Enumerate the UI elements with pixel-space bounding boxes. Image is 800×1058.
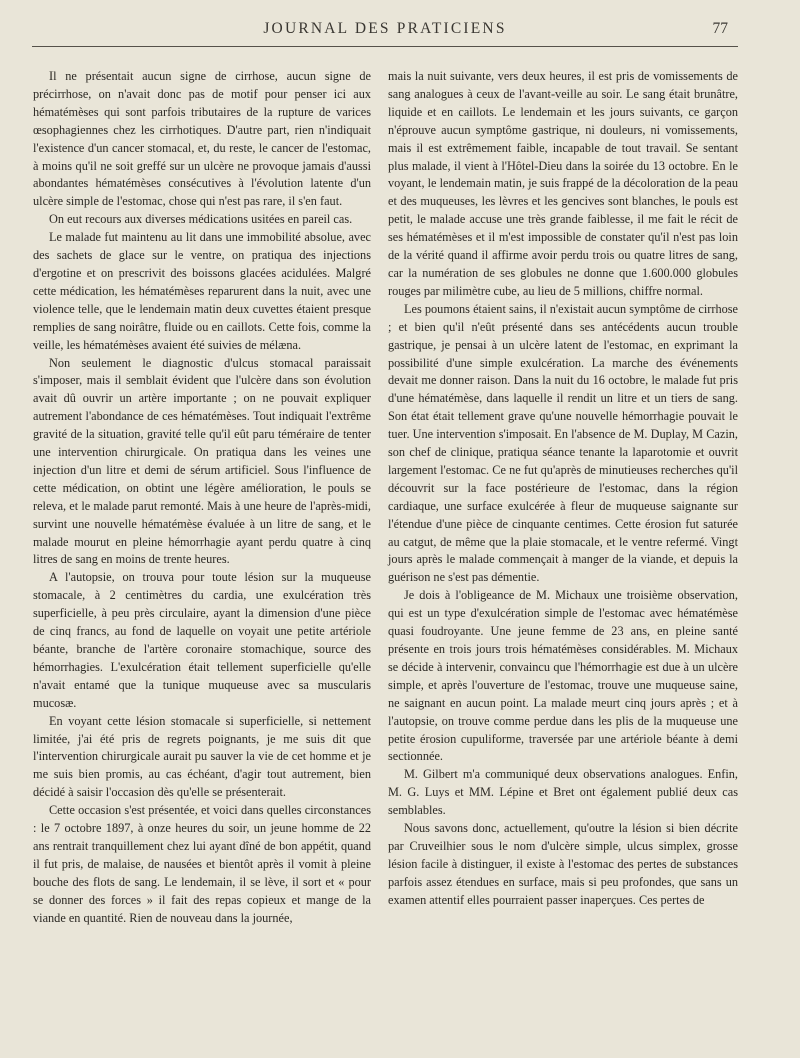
left-column [33, 68, 371, 928]
page-number: 77 [712, 20, 728, 37]
paragraph: Cette occasion s'est présentée, et voici dans quelles circonstances : le 7 octobre 1897, à onze heures du soir, un jeune homme de 22 ans rentrait tranquillement chez lui ayant dîné de bon appétit, quand il fut pris, de malaise, de nausées et bientôt après il vomit à pleine bouche des flots de sang. Le lendemain, il se lève, il sort et « pour se donner des forces » il fait des repas copieux et mange de la viande en quantité. Rien de nouveau dans la journée, [33, 803, 371, 925]
paragraph: Nous savons donc, actuellement, qu'outre la lésion si bien décrite par Cruveilhier sous le nom d'ulcère simple, ulcus simplex, grosse lésion facile à distinguer, il existe à l'estomac des pertes de substances parfois assez étendues en surface, mais si peu profondes, que sans un examen attentif elles pourraient passer inaperçues. Ces pertes de [388, 821, 738, 907]
paragraph: A l'autopsie, on trouva pour toute lésion sur la muqueuse stomacale, à 2 centimètres du cardia, une exulcération très superficielle, à peu près circulaire, ayant la dimension d'une pièce de cinq francs, au fond de laquelle on voyait une petite artériole béante, branche de l'artère coronaire stomachique, source des hémorrhagies. L'exulcération était tellement superficielle qu'elle n'avait entamé que la tunique muqueuse avec sa muscularis mucosæ. [33, 570, 371, 710]
paragraph: Les poumons étaient sains, il n'existait aucun symptôme de cirrhose ; et bien qu'il n'eût présenté dans ses antécédents aucun trouble gastrique, je pensai à un ulcère latent de l'estomac, en exprimant la possibilité d'une simple exulcération. La marche des événements devait me donner raison. Dans la nuit du 16 octobre, le malade fut pris d'une hématémèse, dans laquelle il rendit un litre et un tiers de sang. Son état était tellement grave qu'une nouvelle hémorrhagie pouvait le tuer. Une intervention s'imposait. En l'absence de M. Duplay, M Cazin, son chef de clinique, pratiqua séance tenante la laparotomie et ouvrit largement l'estomac. Ce ne fut qu'après de minutieuses recherches qu'il découvrit sur la face postérieure de l'estomac, dans la région cardiaque, une surface exulcérée à fleur de muqueuse saignante sur l'étendue d'une pièce de cinquante centimes. Cette érosion fut saturée au catgut, de même que la plaie stomacale, et le ventre refermé. Vingt jours après le malade commençait à manger de la viande, et depuis la guérison ne s'est pas démentie. [388, 301, 738, 585]
page-header [0, 20, 800, 44]
paragraph: Il ne présentait aucun signe de cirrhose, aucun signe de précirrhose, on n'avait donc pas de motif pour penser ici aux hématémèses qui sont parfois tributaires de la rupture de varices œsophagiennes chez les cirrhotiques. D'autre part, rien n'indiquait l'existence d'un cancer stomacal, et, du reste, le cancer de l'estomac, à moins qu'il ne soit greffé sur un ulcère ne provoque jamais d'aussi abondantes hématémèses consécutives à l'évolution latente d'un ulcère simple de l'estomac, chose qui n'est pas rare, il s'en faut. [33, 69, 371, 209]
paragraph: Non seulement le diagnostic d'ulcus stomacal paraissait s'imposer, mais il semblait évident que l'ulcère dans son évolution avait dû ouvrir un artère importante ; on ne pouvait expliquer autrement l'abondance de ces hématémèses. Tout indiquait l'extrême gravité de la situation, gravité telle qu'il eût paru téméraire de tenter une intervention chirurgicale. On pratiqua dans les veines une injection d'un litre et demi de sérum artificiel. Sous l'influence de cette médication, on obtint une légère amélioration, le pouls se releva, et le malade parut remonté. Mais à une heure de l'après-midi, survint une nouvelle hématémèse évaluée à un litre de sang, et le malade mourut en pleine hémorrhagie ayant perdu quatre à cinq litres de sang en moins de trente heures. [33, 355, 371, 567]
paragraph: En voyant cette lésion stomacale si superficielle, si nettement limitée, j'ai été pris de regrets poignants, je me suis dit que l'intervention chirurgicale aurait pu sauver la vie de cet homme et je me suis bien promis, au cas échéant, d'agir tout autrement, bien décidé à saisir l'occasion dès qu'elle se présenterait. [33, 713, 371, 800]
paragraph: M. Gilbert m'a communiqué deux observations analogues. Enfin, M. G. Luys et MM. Lépine et Bret ont également publié deux cas semblables. [388, 767, 738, 818]
header-rule [32, 46, 738, 47]
paragraph: Je dois à l'obligeance de M. Michaux une troisième observation, qui est un type d'exulcération simple de l'estomac avec hématémèse quasi foudroyante. Une jeune femme de 23 ans, en pleine santé présente en trois jours trois hématémèses considérables. M. Michaux se décide à intervenir, convaincu que l'hémorrhagie est due à un ulcère simple, et après l'ouverture de l'estomac, trouve une muqueuse saine, ne saignant en aucun point. La malade meurt cinq jours après ; et à l'autopsie, on trouve comme perdue dans les plis de la muqueuse une petite érosion cupuliforme, traversée par une artériole béante à demi sectionnée. [388, 588, 738, 764]
paragraph-continued: mais la nuit suivante, vers deux heures, il est pris de vomissements de sang analogues à ceux de l'avant-veille au soir. Le sang était brunâtre, liquide et en caillots. Le lendemain et les jours suivants, ce garçon n'éprouve aucun symptôme gastrique, ni douleurs, ni vomissements, mais il est extrêmement faible, incapable de tout travail. Se sentant plus malade, il vient à l'Hôtel-Dieu dans la soirée du 13 octobre. En le voyant, le lendemain matin, je suis frappé de la décoloration de la peau et des muqueuses, les lèvres et les gencives sont blanches, le pouls est petit, le malade accuse une très grande faiblesse, il me fait le récit de ses hématémèses et il m'est impossible de constater qu'il n'est pas loin de la vérité quand il affirme avoir perdu trois ou quatre litres de sang, car la numération de ses globules ne donne que 1.600.000 globules rouges par milimètre cube, au lieu de 5 millions, chiffre normal. [388, 69, 738, 298]
running-title: JOURNAL DES PRATICIENS [263, 20, 507, 37]
paragraph: On eut recours aux diverses médications usitées en pareil cas. [48, 212, 353, 227]
paragraph: Le malade fut maintenu au lit dans une immobilité absolue, avec des sachets de glace sur le ventre, on pratiqua des injections d'ergotine et on prescrivit des boissons glacées acidulées. Malgré cette médication, les hématémèses reparurent dans la nuit, avec une violence telle, que le lendemain matin deux cuvettes étaient presque remplies de sang noirâtre, fluide ou en caillots. Cette fois, comme la veille, les hématémèses avaient été suivies de mélæna. [33, 230, 371, 352]
right-column [388, 68, 738, 910]
